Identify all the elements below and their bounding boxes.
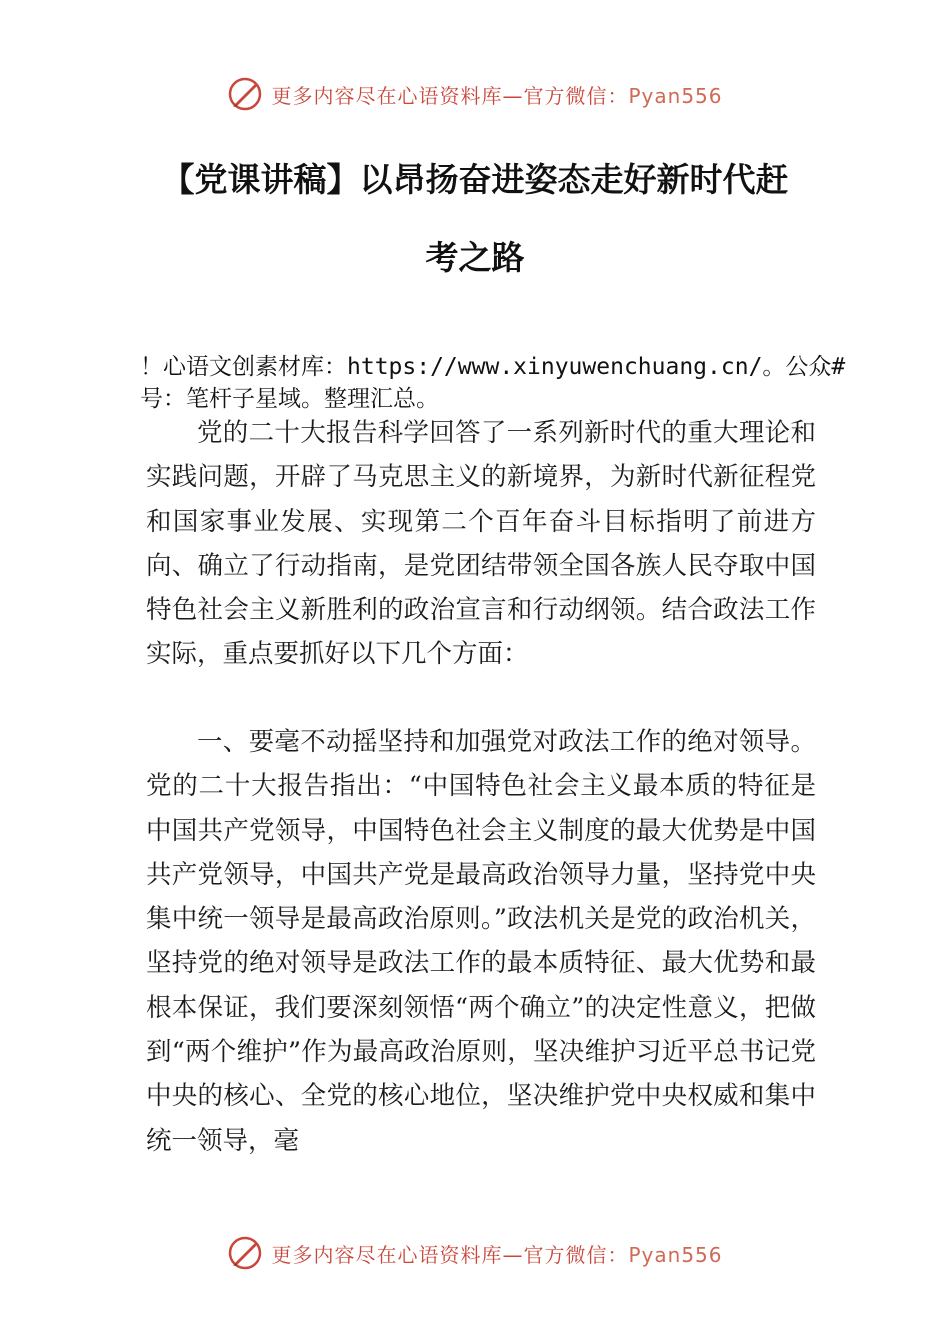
wechat-id: Pyan556 [628, 83, 723, 108]
body-paragraph-2: 一、要毫不动摇坚持和加强党对政法工作的绝对领导。党的二十大报告指出：“中国特色社会主义最本质的特征是中国共产党领导，中国特色社会主义制度的最大优势是中国共产党领导，中国共产党是最高政治领导力量，坚持党中央集中统一领导是最高政治原则。”政法机关是党的政治机关，坚持党的绝对领导是政法工作的最本质特征、最大优势和最根本保证，我们要深刻领悟“两个确立”的决定性意义，把做到“两个维护”作为最高政治原则，坚决维护习近平总书记党中央的核心、全党的核心地位，坚决维护党中央权威和集中统一领导，毫 [146, 727, 816, 1156]
banner-text: 更多内容尽在心语资料库—官方微信：Pyan556 [271, 1242, 723, 1267]
banner-text: 更多内容尽在心语资料库—官方微信：Pyan556 [271, 83, 723, 108]
source-note: ！心语文创素材库：https://www.xinyuwenchuang.cn/。公众#号：笔杆子星域。整理汇总。 [140, 354, 846, 412]
header-banner [0, 72, 950, 116]
pen-logo-icon [227, 1235, 263, 1271]
document-title-line-1: 【党课讲稿】以昂扬奋进姿态走好新时代赶 [161, 160, 789, 199]
body-paragraph-1: 党的二十大报告科学回答了一系列新时代的重大理论和实践问题，开辟了马克思主义的新境界，为新时代新征程党和国家事业发展、实现第二个百年奋斗目标指明了前进方向、确立了行动指南，是党团结带领全国各族人民夺取中国特色社会主义新胜利的政治宣言和行动纲领。结合政法工作实际，重点要抓好以下几个方面： [146, 418, 816, 670]
document-title-line-2: 考之路 [425, 238, 525, 277]
footer-banner [0, 1231, 950, 1275]
wechat-id: Pyan556 [628, 1242, 723, 1267]
pen-logo-icon [227, 76, 263, 112]
